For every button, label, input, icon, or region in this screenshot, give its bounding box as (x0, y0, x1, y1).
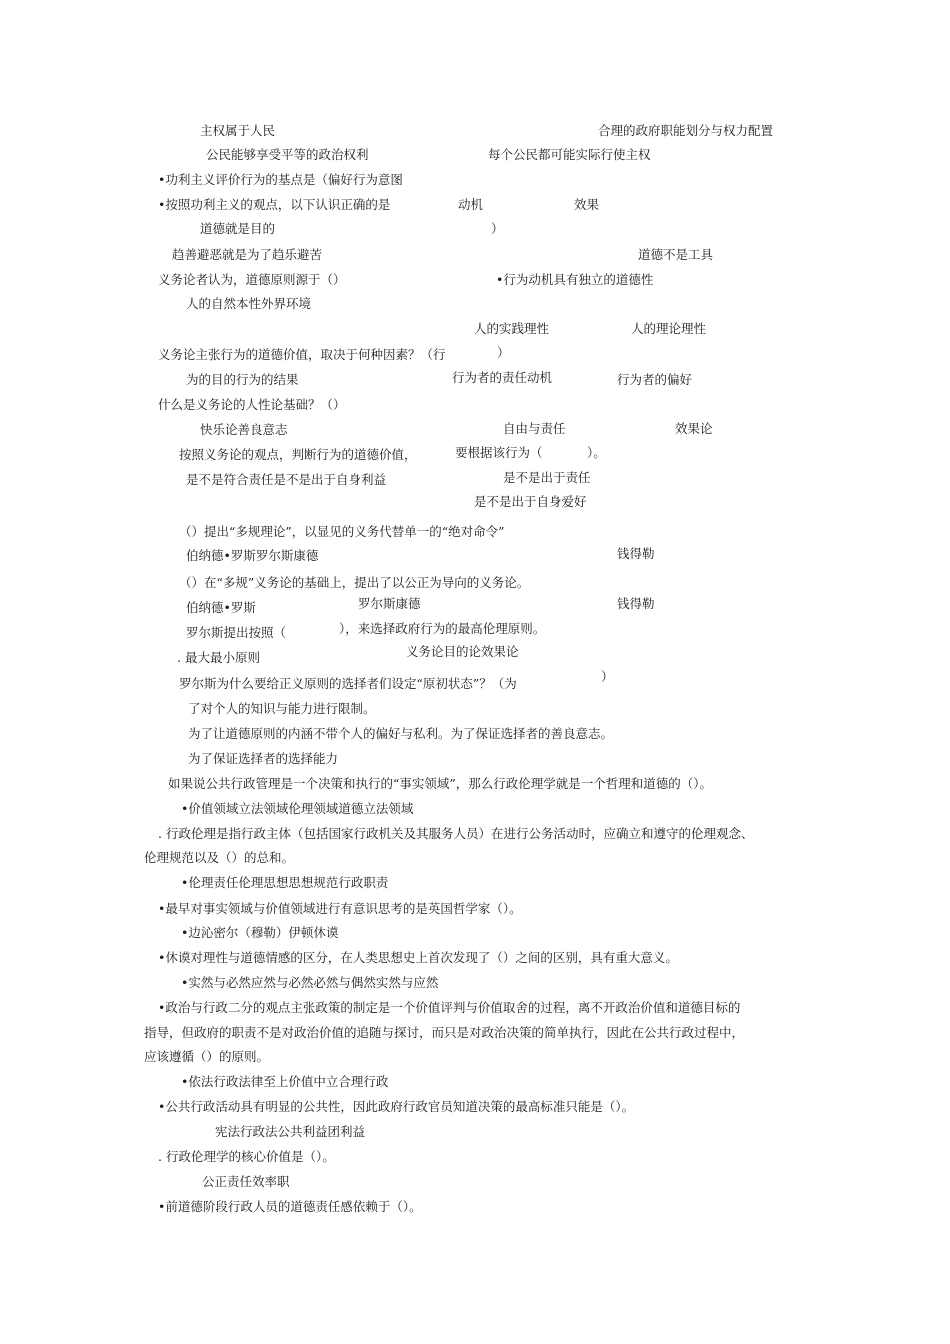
text-line: 自由与责任 (503, 421, 566, 436)
question-line: 伦理规范以及（）的总和。 (144, 850, 295, 865)
question-line: 按照义务论的观点，判断行为的道德价值， (179, 447, 417, 462)
text-line: •伦理责任伦理思想思想规范行政职责 (181, 875, 389, 890)
question-line: •前道德阶段行政人员的道德责任感依赖于（）。 (158, 1199, 422, 1214)
text-line: 道德就是目的 (200, 221, 276, 236)
question-line: •按照功利主义的观点，以下认识正确的是 (158, 197, 391, 212)
text-line: ） (601, 669, 614, 684)
text-line: 是不是出于自身爱好 (474, 494, 587, 509)
text-line: 动机 (458, 197, 484, 212)
text-line: ） (497, 345, 510, 360)
question-line: 什么是义务论的人性论基础？（） (158, 397, 346, 412)
text-line: 为的目的行为的结果 (186, 372, 299, 387)
question-line: 指导，但政府的职责不是对政治价值的追随与探讨，而只是对政治决策的简单执行，因此在公共行政过程中， (144, 1025, 745, 1040)
text-line: 了对个人的知识与能力进行限制。 (188, 701, 376, 716)
text-line: 主权属于人民 (200, 123, 276, 138)
text-line: 人的自然本性外界环境 (186, 296, 312, 311)
text-line: •边沁密尔（穆勒）伊顿休谟 (181, 925, 339, 940)
question-line: 义务论主张行为的道德价值，取决于何种因素？（行 (158, 347, 446, 362)
text-line: 效果 (574, 197, 600, 212)
text-line: 为了保证选择者的选择能力 (188, 751, 339, 766)
text-line: 道德不是工具 (638, 247, 714, 262)
question-line: （）提出“多规理论”，以显见的义务代替单一的“绝对命令” (179, 524, 505, 539)
text-line: 宪法行政法公共利益团利益 (215, 1124, 366, 1139)
text-line: •行为动机具有独立的道德性 (496, 272, 654, 287)
question-line: 应该遵循（）的原则。 (144, 1049, 270, 1064)
text-line: 钱得勒 (617, 546, 655, 561)
question-line: . 行政伦理学的核心价值是（）。 (158, 1149, 335, 1164)
question-line: 罗尔斯提出按照（ (186, 625, 287, 640)
question-line: （）在“多规”义务论的基础上，提出了以公正为导向的义务论。 (179, 575, 530, 590)
text-line: 行为者的偏好 (617, 372, 693, 387)
question-line: 罗尔斯为什么要给正义原则的选择者们设定“原初状态”？（为 (179, 676, 517, 691)
text-line: 效果论 (675, 421, 713, 436)
text-line: 公民能够享受平等的政治权利 (206, 147, 369, 162)
text-line: 是不是出于责任 (503, 470, 591, 485)
text-line: 趋善避恶就是为了趋乐避苦 (172, 247, 323, 262)
text-line: 公正责任效率职 (202, 1174, 290, 1189)
text-line: 每个公民都可能实际行使主权 (488, 147, 651, 162)
question-line: •公共行政活动具有明显的公共性，因此政府行政官员知道决策的最高标准只能是（）。 (158, 1099, 635, 1114)
text-line: •依法行政法律至上价值中立合理行政 (181, 1074, 389, 1089)
question-line: 如果说公共行政管理是一个决策和执行的“事实领域”，那么行政伦理学就是一个哲理和道德的（）。 (168, 776, 713, 791)
text-line: ）。 (587, 445, 606, 460)
text-line: 伯纳德•罗斯罗尔斯康德 (186, 548, 319, 563)
text-line: 义务论目的论效果论 (406, 644, 519, 659)
text-line: ），来选择政府行为的最高伦理原则。 (339, 621, 546, 636)
question-line: . 行政伦理是指行政主体（包括国家行政机关及其服务人员）在进行公务活动时，应确立和遵守的伦理观念、 (158, 826, 754, 841)
question-line: •休谟对理性与道德情感的区分，在人类思想史上首次发现了（）之间的区别，具有重大意义。 (158, 950, 678, 965)
text-line: 钱得勒 (617, 596, 655, 611)
text-line: 伯纳德•罗斯 (186, 600, 256, 615)
text-line: 行为者的责任动机 (452, 370, 553, 385)
question-line: 义务论者认为，道德原则源于（） (158, 272, 346, 287)
text-line: 人的理论理性 (631, 321, 707, 336)
question-line: •最早对事实领域与价值领域进行有意识思考的是英国哲学家（）。 (158, 901, 522, 916)
text-line: 是不是符合责任是不是出于自身利益 (186, 472, 387, 487)
text-line: •价值领域立法领域伦理领域道德立法领域 (181, 801, 414, 816)
text-line: •实然与必然应然与必然必然与偶然实然与应然 (181, 975, 439, 990)
question-line: •政治与行政二分的观点主张政策的制定是一个价值评判与价值取舍的过程，离不开政治价值和道德目标的 (158, 1000, 741, 1015)
text-line: 人的实践理性 (474, 321, 550, 336)
question-line: •功利主义评价行为的基点是（偏好行为意图 (158, 172, 403, 187)
text-line: 快乐论善良意志 (200, 422, 288, 437)
text-line: . 最大最小原则 (177, 650, 260, 665)
text-line: 为了让道德原则的内涵不带个人的偏好与私利。为了保证选择者的善良意志。 (188, 726, 614, 741)
text-line: 要根据该行为（ (455, 445, 543, 460)
text-line: ） (491, 221, 504, 236)
text-line: 罗尔斯康德 (358, 596, 421, 611)
text-line: 合理的政府职能划分与权力配置 (598, 123, 774, 138)
